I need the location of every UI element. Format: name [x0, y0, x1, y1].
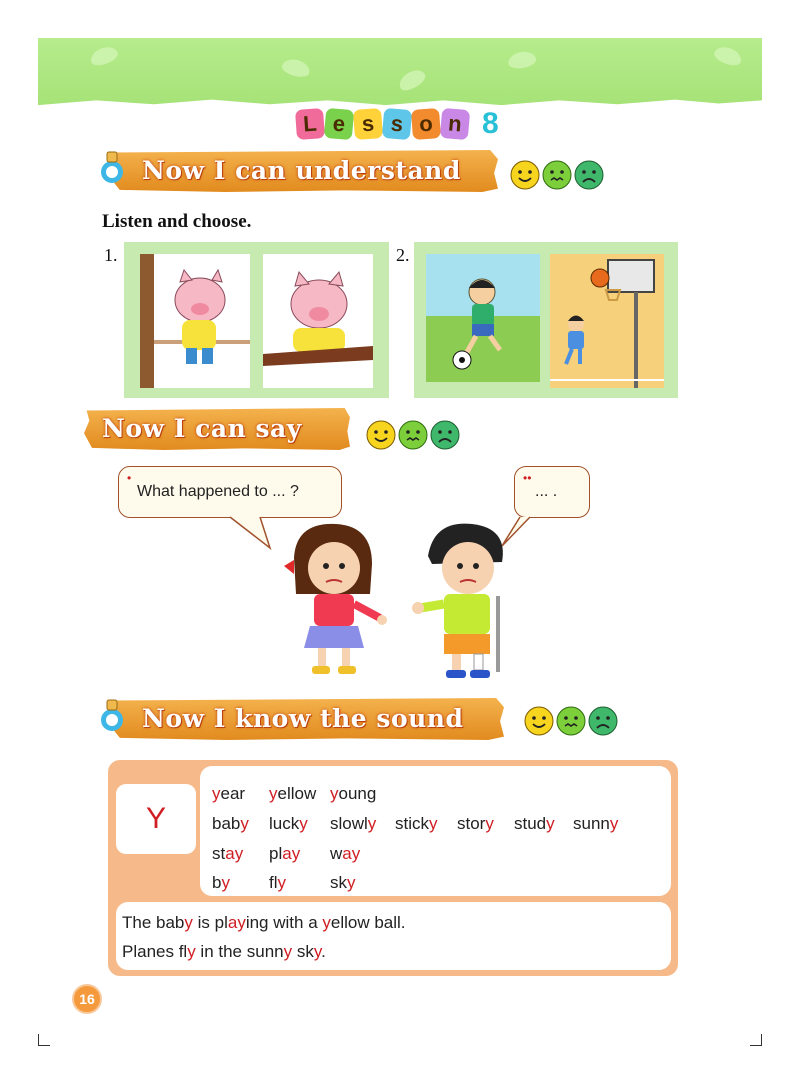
page-number: 16 — [72, 984, 102, 1014]
boy-playing-football-picture[interactable] — [426, 254, 540, 382]
phonics-word: year — [212, 784, 246, 803]
neutral-face-icon[interactable] — [398, 420, 428, 450]
self-assessment-faces — [510, 160, 604, 190]
sad-face-icon[interactable] — [574, 160, 604, 190]
leaf-icon — [396, 66, 428, 94]
pig-leaning-on-door-picture[interactable] — [140, 254, 250, 388]
girl-speech-text: What happened to ... ? — [137, 483, 299, 500]
headphones-icon — [98, 150, 126, 186]
self-assessment-faces — [366, 420, 460, 450]
question-2-pictures — [414, 242, 678, 398]
lesson-letter-tile: o — [411, 108, 441, 140]
phonics-word: sky — [330, 873, 356, 892]
boy-playing-basketball-picture[interactable] — [550, 254, 664, 388]
phonics-word: play — [269, 844, 301, 863]
phonics-word: sunny — [573, 814, 619, 833]
happy-face-icon[interactable] — [366, 420, 396, 450]
phonics-word: stay — [212, 844, 244, 863]
section-header-understand — [108, 150, 498, 192]
bubble-tail — [226, 516, 274, 550]
section-header-say — [84, 408, 350, 450]
leaf-icon — [88, 44, 120, 69]
phonics-word: lucky — [269, 814, 308, 833]
section-header-sound — [108, 698, 504, 740]
example-sentence: The baby is playing with a yellow ball. — [122, 913, 406, 932]
question-number: 2. — [396, 245, 410, 265]
phonics-word: story — [457, 814, 494, 833]
phonics-word: fly — [269, 873, 286, 892]
crop-mark — [38, 1034, 50, 1046]
happy-face-icon[interactable] — [510, 160, 540, 190]
lesson-number: 8 — [482, 107, 499, 140]
phonics-word: way — [330, 844, 361, 863]
section-title: Now I can say — [102, 414, 302, 443]
phonics-panel — [108, 760, 678, 976]
lesson-letter-tile: s — [353, 108, 383, 140]
phonics-letter: Y — [116, 784, 196, 854]
phonics-word: yellow — [269, 784, 317, 803]
sad-face-icon[interactable] — [430, 420, 460, 450]
neutral-face-icon[interactable] — [556, 706, 586, 736]
leaf-icon — [712, 44, 744, 69]
phonics-sentences — [116, 902, 671, 970]
question-number: 1. — [104, 245, 118, 265]
lesson-letter-tile: L — [295, 108, 325, 140]
phonics-word-list — [200, 766, 671, 896]
headphones-icon — [98, 698, 126, 734]
example-sentence: Planes fly in the sunny sky. — [122, 942, 326, 961]
crop-mark — [750, 1034, 762, 1046]
boy-speech-bubble: •• ... . — [514, 466, 590, 518]
section-title: Now I know the sound — [142, 704, 464, 733]
pig-resting-at-desk-picture[interactable] — [263, 254, 373, 388]
lesson-letter-tile: n — [440, 108, 471, 140]
happy-face-icon[interactable] — [524, 706, 554, 736]
boy-speech-text: ... . — [535, 483, 558, 500]
lesson-title — [296, 104, 499, 144]
sad-face-icon[interactable] — [588, 706, 618, 736]
section-title: Now I can understand — [142, 156, 461, 185]
question-1-pictures — [124, 242, 389, 398]
phonics-word: study — [514, 814, 555, 833]
lesson-letter-tile: s — [382, 108, 413, 140]
leaf-icon — [507, 50, 537, 71]
phonics-word: sticky — [395, 814, 438, 833]
self-assessment-faces — [524, 706, 618, 736]
girl-illustration — [276, 520, 396, 680]
lesson-letter-tile: e — [324, 108, 355, 140]
phonics-word: baby — [212, 814, 249, 833]
boy-illustration — [410, 520, 520, 680]
phonics-word: young — [330, 784, 377, 803]
instruction-text: Listen and choose. — [102, 211, 252, 232]
girl-speech-bubble: • What happened to ... ? — [118, 466, 342, 518]
leaf-icon — [280, 57, 311, 80]
phonics-word: slowly — [330, 814, 377, 833]
phonics-word: by — [212, 873, 230, 892]
neutral-face-icon[interactable] — [542, 160, 572, 190]
